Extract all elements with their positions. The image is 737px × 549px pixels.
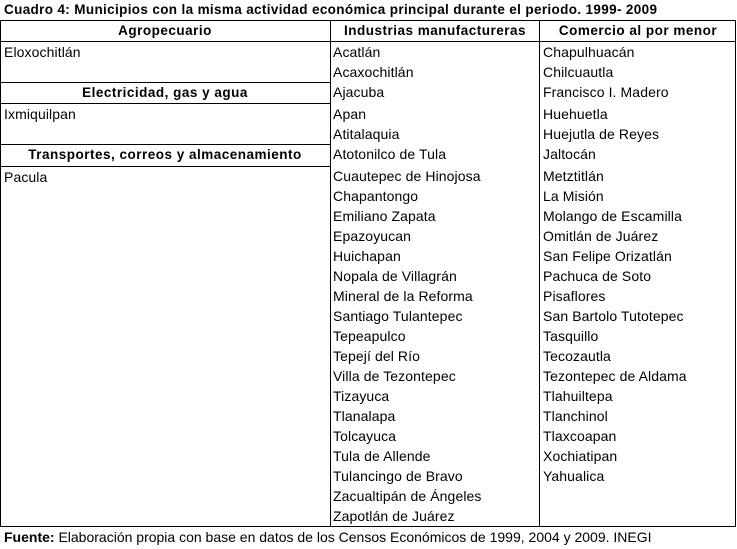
- list-item: Apan: [333, 106, 367, 122]
- list-item: Francisco I. Madero: [543, 84, 669, 100]
- source-text: Elaboración propia con base en datos de los Censos Económicos de 1999, 2004 y 2009. INEGI: [54, 529, 652, 545]
- list-item: Chapulhuacán: [543, 44, 635, 60]
- list-item: Mineral de la Reforma: [333, 288, 473, 304]
- list-item: Zapotlán de Juárez: [333, 508, 455, 524]
- list-item: Tecozautla: [543, 348, 611, 364]
- list-item: Tula de Allende: [333, 448, 431, 464]
- list-item: Tlaxcoapan: [543, 428, 617, 444]
- list-item: Acatlán: [333, 44, 381, 60]
- header-transportes: Transportes, correos y almacenamiento: [28, 147, 302, 162]
- list-item: Tlanalapa: [333, 408, 396, 424]
- list-item: Tizayuca: [333, 388, 390, 404]
- list-item: Pisaflores: [543, 288, 606, 304]
- column-divider: [539, 20, 540, 527]
- list-item: Huichapan: [333, 248, 401, 264]
- list-item: Tepeapulco: [333, 328, 406, 344]
- list-item: Metztitlán: [543, 168, 604, 184]
- list-item: San Bartolo Tutotepec: [543, 308, 684, 324]
- list-item: Molango de Escamilla: [543, 208, 682, 224]
- list-item: Atotonilco de Tula: [333, 146, 447, 162]
- list-item: Xochiatipan: [543, 448, 618, 464]
- list-item: Ajacuba: [333, 84, 385, 100]
- list-item: Chilcuautla: [543, 64, 614, 80]
- list-item: Tulancingo de Bravo: [333, 468, 463, 484]
- list-item: Huehuetla: [543, 106, 608, 122]
- list-item: Huejutla de Reyes: [543, 126, 660, 142]
- list-item: Tolcayuca: [333, 428, 397, 444]
- header-electricidad: Electricidad, gas y agua: [82, 85, 248, 100]
- list-item: Ixmiquilpan: [4, 106, 76, 122]
- column-divider: [330, 20, 331, 527]
- list-item: Tezontepec de Aldama: [543, 368, 687, 384]
- list-item: Pachuca de Soto: [543, 268, 652, 284]
- list-item: Emiliano Zapata: [333, 208, 436, 224]
- header-industrias: Industrias manufactureras: [343, 23, 527, 38]
- header-comercio: Comercio al por menor: [558, 23, 718, 38]
- list-item: Epazoyucan: [333, 228, 412, 244]
- list-item: La Misión: [543, 188, 604, 204]
- list-item: Atitalaquia: [333, 126, 400, 142]
- source-label: Fuente:: [4, 529, 55, 545]
- list-item: San Felipe Orizatlán: [543, 248, 672, 264]
- header-agropecuario: Agropecuario: [118, 23, 212, 38]
- list-item: Omitlán de Juárez: [543, 228, 659, 244]
- list-item: Jaltocán: [543, 146, 596, 162]
- list-item: Santiago Tulantepec: [333, 308, 463, 324]
- list-item: Eloxochitlán: [4, 44, 81, 60]
- list-item: Zacualtipán de Ángeles: [333, 488, 482, 504]
- list-item: Pacula: [4, 169, 48, 185]
- source-note: [4, 528, 652, 546]
- list-item: Nopala de Villagrán: [333, 268, 457, 284]
- table-title: Cuadro 4: Municipios con la misma actividad económica principal durante el periodo. 1999- 2009: [4, 2, 658, 17]
- section-rule: [0, 166, 330, 167]
- list-item: Yahualica: [543, 468, 605, 484]
- list-item: Tlanchinol: [543, 408, 608, 424]
- list-item: Cuautepec de Hinojosa: [333, 168, 481, 184]
- list-item: Acaxochitlán: [333, 64, 414, 80]
- list-item: Chapantongo: [333, 188, 419, 204]
- list-item: Tasquillo: [543, 328, 599, 344]
- list-item: Tlahuiltepa: [543, 388, 613, 404]
- list-item: Villa de Tezontepec: [333, 368, 456, 384]
- list-item: Tepejí del Río: [333, 348, 421, 364]
